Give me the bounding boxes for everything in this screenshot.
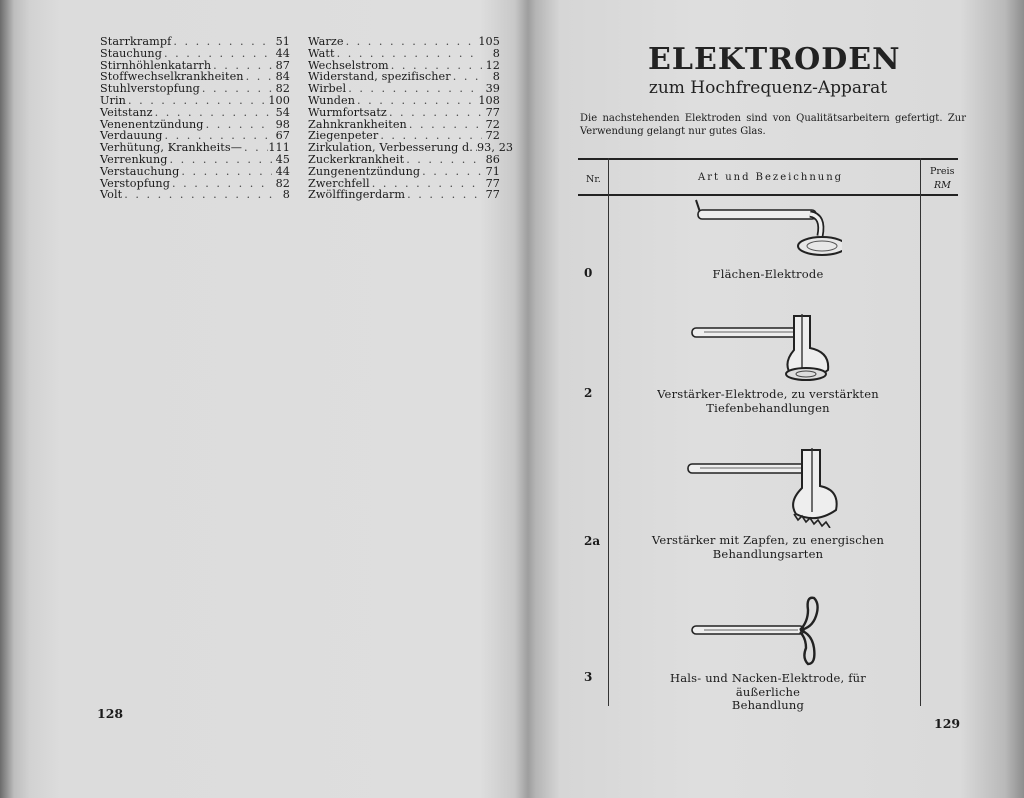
index-term: Warze [308,35,344,48]
index-term: Wechselstrom [308,58,389,72]
index-term: Verstauchung [100,164,180,178]
item-caption [638,534,898,561]
item-caption-line2: Behandlungsarten [712,546,824,561]
index-page: 82 [275,82,290,96]
index-term: Wirbel [308,82,347,96]
index-page: 77 [485,176,500,190]
index-leader-dots [204,119,272,131]
index-leader-dots [355,95,478,107]
index-term: Verdauung [100,129,163,143]
index-term: Stirnhöhlenkatarrh [100,58,212,72]
table-divider-preis [920,158,921,706]
header-art: Art und Bezeichnung [698,172,844,183]
item-caption-line2: Behandlung [731,698,805,712]
index-entry [308,95,500,107]
index-term: Wurmfortsatz [308,105,387,119]
index-column-2 [308,35,514,202]
index-entry [308,154,500,166]
right-page [538,0,1008,790]
index-leader-dots [242,142,268,154]
index-page: 8 [492,46,500,60]
index-page: 67 [275,129,290,143]
index-leader-dots [122,189,272,201]
page-subtitle: zum Hochfrequenz-Apparat [648,78,888,98]
index-page: 51 [275,35,290,48]
index-term: Verrenkung [100,152,168,166]
index-leader-dots [126,95,268,107]
index-entry [100,154,290,166]
index-term: Zwerchfell [308,176,370,190]
item-caption-line1: Verstärker-Elektrode, zu verstärkten [657,387,879,401]
index-leader-dots [451,71,482,83]
index-leader-dots [346,83,482,95]
index-page: 45 [275,152,290,166]
index-page: 8 [492,70,500,84]
item-caption-line1: Hals- und Nacken-Elektrode, für äußerliche [670,671,866,699]
table-divider-nr [608,158,609,706]
index-term: Urin [100,93,126,107]
index-term: Verhütung, Krankheits— [100,141,242,155]
index-leader-dots [244,71,272,83]
index-leader-dots [200,83,272,95]
header-preis: Preis [930,166,955,177]
index-entry [100,107,290,119]
page-title: ELEKTRODEN [648,42,901,77]
index-term: Ziegenpeter [308,129,379,143]
index-page: 72 [485,117,500,131]
index-page: 39 [485,82,500,96]
item-number: 0 [584,266,593,280]
index-term: Volt [100,188,123,202]
index-leader-dots [387,107,482,119]
index-entry [308,36,500,48]
index-page: 54 [275,105,290,119]
table-top-rule [578,158,958,160]
item-caption-line1: Verstärker mit Zapfen, zu energischen [651,533,885,547]
index-entry [100,166,290,178]
index-page: 77 [485,188,500,202]
index-page: 87 [275,58,290,72]
index-leader-dots [171,36,272,48]
index-page: 12 [485,58,500,72]
item-number: 2a [584,534,601,548]
index-term: Stauchung [100,46,162,60]
index-entry [100,83,290,95]
page-number-right: 129 [934,716,961,731]
index-leader-dots [404,154,482,166]
index-term: Zirkulation, Verbesserung d. [308,141,473,155]
index-page: 111 [268,141,290,155]
index-leader-dots [162,48,272,60]
left-page [32,0,522,790]
item-caption-line1: Flächen-Elektrode [712,267,824,281]
index-leader-dots [420,166,482,178]
index-term: Zungenentzündung [308,164,421,178]
intro-text: Die nachstehenden Elektroden sind von Qualitätsarbeitern gefertigt. Zur Verwendung gelangt nur gutes Glas. [580,113,966,137]
index-page: 84 [275,70,290,84]
index-term: Verstopfung [100,176,170,190]
index-term: Stoffwechselkrankheiten [100,70,244,84]
index-leader-dots [168,154,272,166]
amplifier-electrode-illustration [688,308,848,384]
index-leader-dots [179,166,272,178]
index-leader-dots [344,36,479,48]
item-caption [638,672,898,713]
index-term: Widerstand, spezifischer [308,70,451,84]
index-page: 98 [275,117,290,131]
index-page: 44 [275,164,290,178]
index-leader-dots [153,107,272,119]
index-entry [308,48,500,60]
index-page: 44 [275,46,290,60]
index-page: 100 [268,93,290,107]
index-term: Zuckerkrankheit [308,152,405,166]
index-entry [100,178,290,190]
index-term: Zwölffingerdarm [308,188,406,202]
neck-electrode-illustration [688,592,838,668]
index-leader-dots [405,189,482,201]
amplifier-with-pegs-illustration [684,444,854,528]
index-term: Wunden [308,93,356,107]
index-page: 93, 23 [476,141,514,155]
flat-electrode-illustration [692,196,842,260]
index-leader-dots [335,48,482,60]
index-entry [308,166,500,178]
index-page: 8 [282,188,290,202]
index-term: Zahnkrankheiten [308,117,407,131]
item-number: 3 [584,670,593,684]
index-entry [100,189,290,201]
index-term: Stuhlverstopfung [100,82,200,96]
index-leader-dots [170,178,272,190]
index-entry [100,48,290,60]
index-leader-dots [407,119,482,131]
index-page: 105 [478,35,500,48]
index-term: Starrkrampf [100,35,172,48]
item-caption-line2: Tiefenbehandlungen [706,400,830,415]
index-page: 71 [485,164,500,178]
index-term: Watt [308,46,335,60]
header-nr: Nr. [586,174,601,185]
index-term: Veitstanz [100,105,153,119]
index-page: 72 [485,129,500,143]
index-entry [308,189,500,201]
index-term: Venenentzündung [100,117,204,131]
header-currency: RM [934,180,951,191]
item-caption [638,268,898,282]
item-number: 2 [584,386,593,400]
index-page: 82 [275,176,290,190]
index-entry [308,107,500,119]
index-entry [100,95,290,107]
index-page: 108 [478,93,500,107]
index-page: 77 [485,105,500,119]
index-column-1 [100,36,290,201]
index-page: 86 [485,152,500,166]
item-caption [638,388,898,415]
electrode-table [578,158,958,712]
page-number-left: 128 [97,706,124,721]
